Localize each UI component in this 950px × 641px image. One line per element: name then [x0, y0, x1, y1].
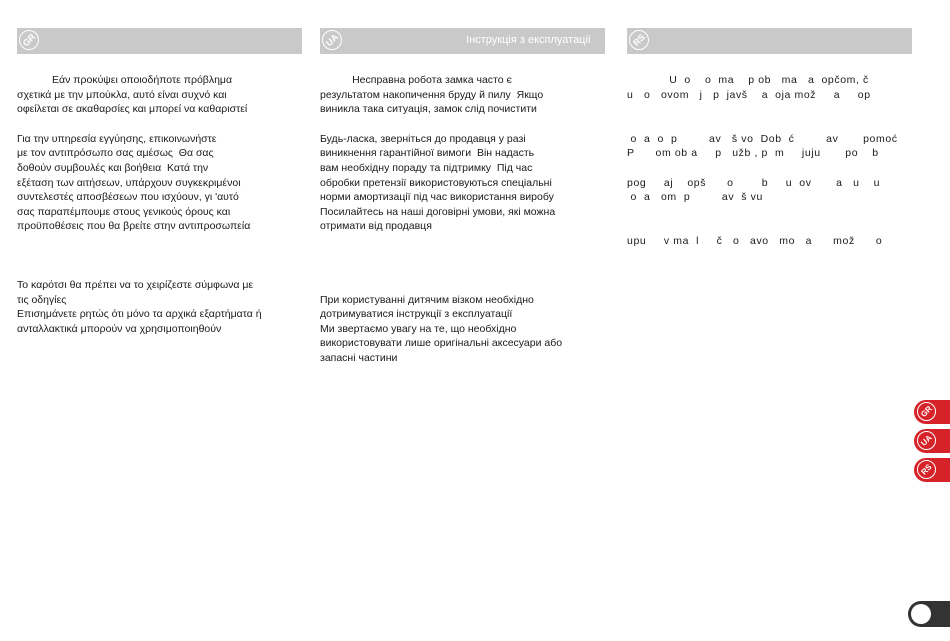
body-text-ua — [320, 73, 605, 366]
page-marker-dot — [911, 604, 931, 624]
section-header-gr — [17, 28, 302, 54]
page-marker-tab — [908, 601, 950, 627]
language-badge-gr: GR — [15, 26, 43, 54]
paragraph-lock-cleaning-gr: Εάν προκύψει οποιοδήποτε πρόβλημα σχετικά με την μπούκλα, αυτό είναι συχνό και οφείλεται σε ακαθαρσίες και μπορεί να καθαριστεί — [17, 74, 248, 116]
paragraph-usage-ua: При користуванні дитячим візком необхідно дотримуватися інструкції з експлуатації Ми звертаємо увагу на те, що необхідно використовувати лише оригінальні аксесуари або запасні частини — [320, 293, 563, 364]
paragraph-lock-cleaning-ua: Несправна робота замка часто є результатом накопичення бруду й пилу Якщо виникла така ситуація, замок слід почистити — [320, 74, 544, 116]
paragraph-warranty-ua: Будь-ласка, зверніться до продавця у разі виникнення гарантійної вимоги Він надасть вам необхідну пораду та підтримку Під час обробки претензії використовуються спеціальні норми амортизації під час використання виробу Посилайтесь на наші договірні умови, які можна отримати від продавця — [320, 132, 556, 233]
paragraph-usage-rs: upu v ma l č o avo mo a mož o — [627, 234, 883, 247]
language-tab-ua-label: UA — [913, 427, 940, 454]
language-tab-gr[interactable] — [914, 400, 950, 424]
paragraph-lock-cleaning-rs: U o o ma p ob ma a opčom, č u o ovom j p javš a oja mož a op — [627, 74, 871, 101]
body-text-gr — [17, 73, 302, 336]
language-tab-rs-label: RS — [913, 456, 940, 483]
language-badge-rs: RS — [625, 26, 653, 54]
language-tab-rs[interactable] — [914, 458, 950, 482]
column-serbian — [627, 28, 912, 248]
body-text-rs — [627, 73, 912, 248]
language-badge-ua: UA — [318, 26, 346, 54]
section-header-rs — [627, 28, 912, 54]
language-tab-gr-label: GR — [913, 398, 940, 425]
paragraph-usage-gr: Το καρότσι θα πρέπει να το χειρίζεστε σύμφωνα με τις οδηγίες Επισημάνετε ρητώς ότι μόνο τα αρχικά εξαρτήματα ή ανταλλακτικά μπορούν να χρησιμοποιηθούν — [17, 278, 262, 335]
paragraph-warranty-rs: o a o p av š vo Dob ć av pomoć P om ob a p užb , p m juju po b pog aj opš o b u ov a u u o a om p av š vu — [627, 132, 898, 204]
language-tab-strip — [914, 400, 950, 487]
section-header-ua — [320, 28, 605, 54]
column-greek — [17, 28, 302, 336]
column-ukrainian — [320, 28, 605, 366]
language-tab-ua[interactable] — [914, 429, 950, 453]
section-title-ua: Інструкція з експлуатації — [466, 34, 591, 46]
paragraph-warranty-gr: Για την υπηρεσία εγγύησης, επικοινωνήστε με τον αντιπρόσωπο σας αμέσως Θα σας δοθούν συμβουλές και βοήθεια Κατά την εξέταση των αιτήσεων, υπάρχουν συγκεκριμένοι συντελεστές αποσβέσεων που ισχύουν, γι 'αυτό σας παραπέμπουμε στους γενικούς όρους και προϋποθέσεις που θα βρείτε στην αντιπροσωπεία — [17, 132, 251, 233]
